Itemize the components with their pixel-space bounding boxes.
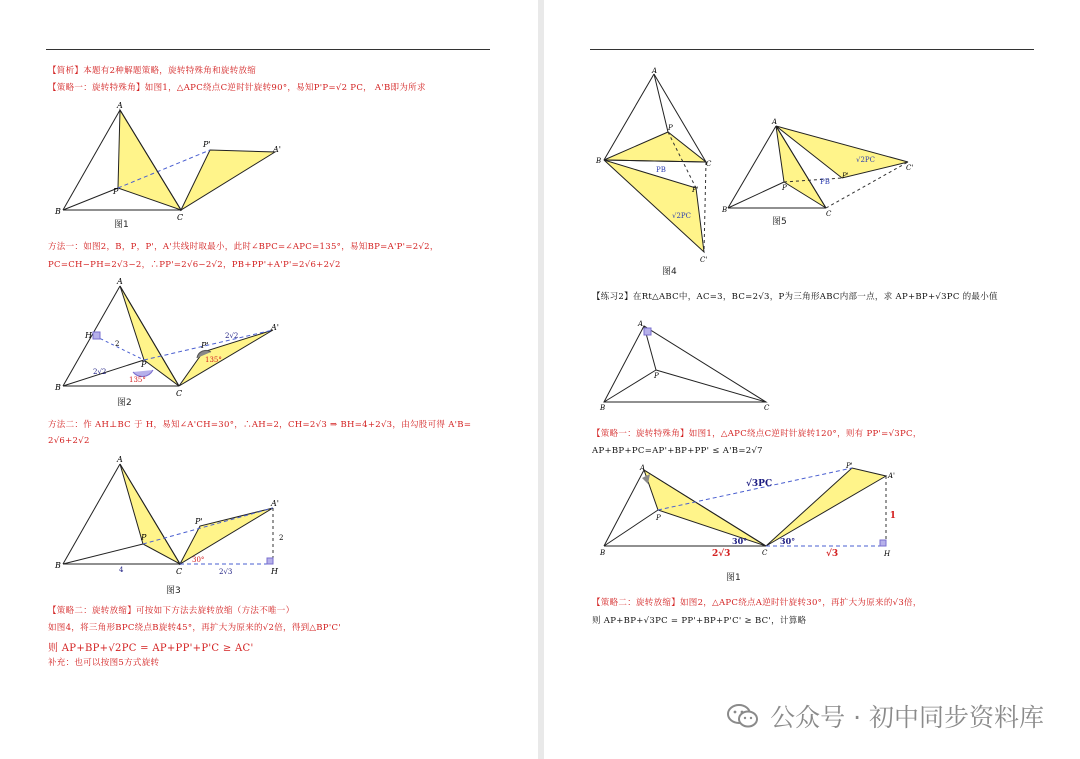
label-C: C: [176, 567, 183, 576]
label-A: A: [117, 101, 123, 110]
label-H: H: [271, 567, 278, 576]
label-P-prime: P': [846, 462, 853, 470]
right-figure-1-caption: 图1: [726, 573, 741, 583]
right-strategy1-line: 【策略一：旋转特殊角】如图1，△APC绕点C逆时针旋转120°，则有 PP'=√3PC，: [592, 429, 922, 439]
strategy1-line: 【策略一：旋转特殊角】如图1，△APC绕点C逆时针旋转90°，易知P'P=√2 PC， A'B即为所求: [48, 83, 426, 93]
label-B: B: [55, 207, 61, 216]
label-C: C: [706, 160, 712, 168]
figure-5: [722, 118, 912, 222]
label-B: B: [600, 404, 606, 412]
label-C: C: [764, 404, 770, 412]
right-figure-1: [596, 462, 896, 566]
label-A-prime: A': [888, 472, 895, 480]
label-2r2: 2√2: [93, 368, 107, 376]
figure-4-caption: 图4: [662, 267, 677, 277]
right-strategy2-line: 【策略二：旋转放缩】如图2，△APC绕点A逆时针旋转30°，再扩大为原来的√3倍，: [592, 598, 922, 608]
wechat-icon: [726, 702, 760, 730]
label-30a: 30°: [732, 536, 748, 546]
figure-1-caption: 图1: [114, 220, 129, 230]
analysis-line: 【简析】本题有2种解题策略，旋转特殊角和旋转放缩: [48, 66, 257, 76]
label-A: A: [117, 455, 123, 464]
label-P: P: [141, 360, 147, 369]
label-P: P: [656, 514, 661, 522]
right-strategy1-line2: AP+BP+PC=AP'+BP+PP' ≤ A'B=2√7: [592, 446, 763, 456]
strategy2-line2: 如图4，将三角形BPC绕点B旋转45°，再扩大为原来的√2倍，得到△BP'C': [48, 623, 341, 633]
watermark-text: 公众号 · 初中同步资料库: [770, 703, 1044, 732]
label-P: P: [654, 372, 659, 380]
label-2r3: 2√3: [219, 568, 233, 576]
header-rule: [590, 49, 1034, 50]
watermark: [726, 698, 1044, 734]
label-B: B: [596, 157, 602, 165]
left-page: [0, 0, 538, 759]
label-A-prime: A': [271, 499, 279, 508]
label-135-b: 135°: [205, 356, 222, 364]
label-P-prime: P': [692, 186, 699, 194]
label-P-prime: P': [842, 172, 849, 180]
label-sqrt2PC: √2PC: [856, 156, 875, 164]
label-A-prime: A': [273, 145, 281, 154]
label-A: A: [640, 464, 646, 472]
supplement-line: 补充：也可以按图5方式旋转: [48, 658, 160, 668]
exercise2-line: 【练习2】在Rt△ABC中，AC=3，BC=2√3，P为三角形ABC内部一点，求 AP+BP+√3PC 的最小值: [592, 292, 998, 302]
label-A: A: [772, 118, 778, 126]
method1-line2: PC=CH−PH=2√3−2，∴PP'=2√6−2√2，PB+PP'+A'P'=2√6+2√2: [48, 260, 341, 270]
label-C: C: [176, 389, 183, 398]
figure-5-caption: 图5: [772, 217, 787, 227]
label-C-prime: C': [700, 256, 708, 264]
method1-line: 方法一：如图2，B，P，P'，A'共线时取最小，此时∠BPC=∠APC=135°，易知BP=A'P'=2√2，: [48, 242, 439, 252]
label-H: H: [85, 331, 92, 340]
label-30: 30°: [192, 556, 205, 564]
label-two: 2: [115, 340, 120, 348]
label-P-prime: P': [195, 517, 203, 526]
label-A: A: [652, 67, 658, 75]
strategy2-line: 【策略二：旋转放缩】可按如下方法去旋转放缩（方法不唯一）: [48, 606, 295, 616]
label-P-prime: P': [203, 140, 211, 149]
figure-2-caption: 图2: [117, 398, 132, 408]
figure-2: [55, 278, 295, 396]
label-30b: 30°: [780, 536, 796, 546]
label-B: B: [55, 383, 61, 392]
right-strategy2-line2: 则 AP+BP+√3PC = PP'+BP+P'C' ≥ BC'，计算略: [592, 616, 807, 626]
strategy2-line3: 则 AP+BP+√2PC = AP+PP'+P'C ≥ AC': [48, 643, 254, 654]
figure-3: [55, 456, 305, 578]
label-one: 1: [889, 511, 896, 521]
method2-line2: 2√6+2√2: [48, 436, 90, 446]
header-rule: [46, 49, 490, 50]
label-C: C: [762, 549, 768, 557]
label-P-prime: P': [201, 341, 209, 350]
label-four: 4: [119, 566, 124, 574]
label-sqrt2PC: √2PC: [672, 212, 691, 220]
label-A: A: [117, 277, 123, 286]
figure-4: [596, 68, 726, 264]
label-C-prime: C': [906, 164, 914, 172]
method2-line: 方法二：作 AH⊥BC 于 H，易知∠A'CH=30°，∴AH=2，CH=2√3 ⇒ BH=4+2√3，由勾股可得 A'B=: [48, 420, 472, 430]
label-A-prime: A': [271, 323, 279, 332]
label-PB: PB: [656, 166, 666, 174]
right-page: [544, 0, 1080, 759]
label-P: P: [668, 124, 673, 132]
label-P: P: [782, 184, 787, 192]
label-A: A: [638, 320, 644, 328]
label-C: C: [826, 210, 832, 218]
figure-3-caption: 图3: [166, 586, 181, 596]
label-r3: √3: [826, 549, 839, 559]
figure-1: [55, 100, 315, 230]
label-2r2-b: 2√2: [225, 332, 239, 340]
label-2r3: 2√3: [712, 549, 731, 559]
label-B: B: [55, 561, 61, 570]
label-PB: PB: [820, 178, 830, 186]
exercise-figure: [596, 318, 776, 410]
label-P: P: [113, 187, 119, 196]
label-135: 135°: [129, 376, 146, 384]
label-r3PC: √3PC: [746, 479, 773, 489]
label-B: B: [722, 206, 728, 214]
label-two: 2: [279, 534, 284, 542]
label-H: H: [884, 550, 891, 558]
label-C: C: [177, 213, 184, 222]
label-B: B: [600, 549, 606, 557]
label-P: P: [141, 533, 147, 542]
